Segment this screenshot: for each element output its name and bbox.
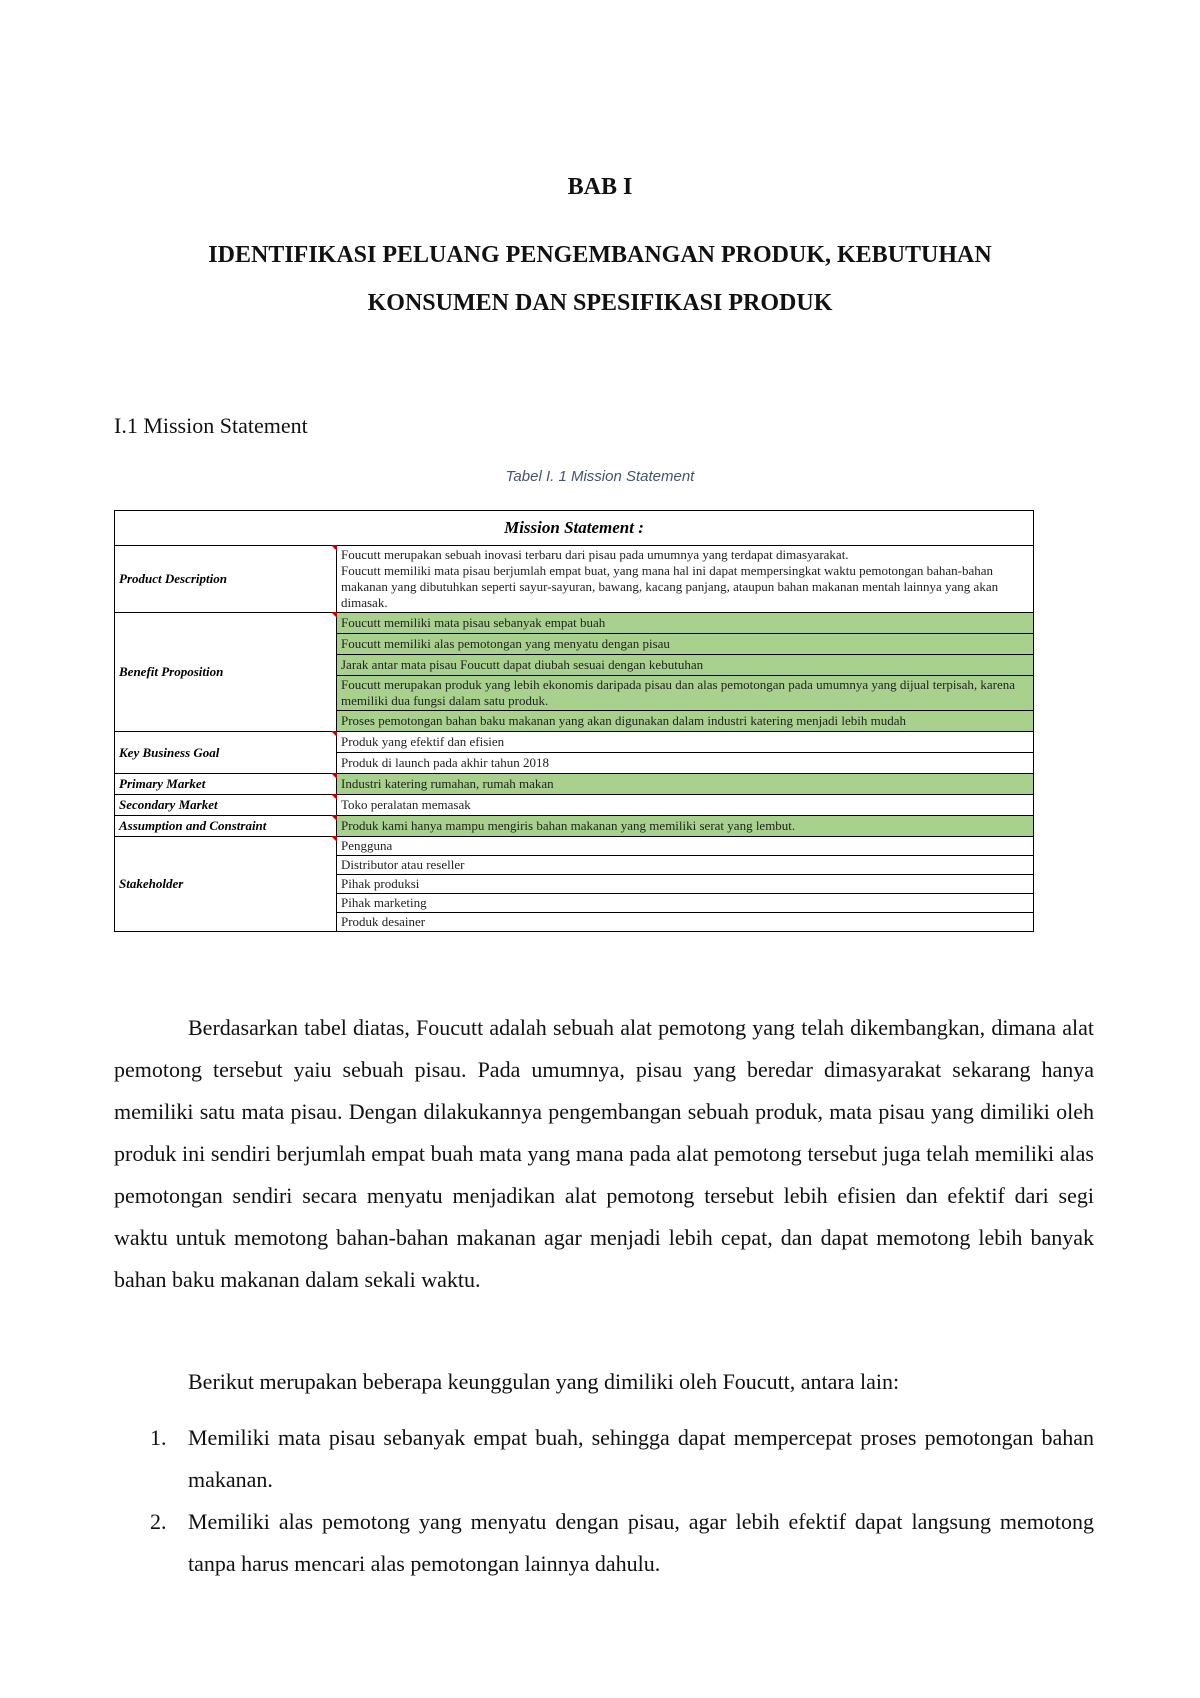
chapter-title-line-1: IDENTIFIKASI PELUANG PENGEMBANGAN PRODUK, KEBUTUHAN: [208, 242, 992, 268]
body-paragraph-1: Berdasarkan tabel diatas, Foucutt adalah sebuah alat pemotong yang telah dikembangkan, dimana alat pemotong tersebut yaiu sebuah pisau. Pada umumnya, pisau yang beredar dimasyarakat sekarang hanya memiliki satu mata pisau. Dengan dilakukannya pengembangan sebuah produk, mata pisau yang dimiliki oleh produk ini sendiri berjumlah empat buah mata yang mana pada alat pemotong tersebut juga telah memiliki alas pemotongan sendiri secara menyatu menjadikan alat pemotong tersebut lebih efisien dan efektif dari segi waktu untuk memotong bahan-bahan makanan agar menjadi lebih cepat, dan dapat memotong lebih banyak bahan baku makanan dalam sekali waktu.: [114, 1015, 1094, 1292]
table-header: Mission Statement :: [115, 511, 1034, 546]
table-header-row: [115, 511, 1034, 546]
key-business-goal-item: Produk di launch pada akhir tahun 2018: [337, 753, 1034, 774]
benefit-proposition-label: Benefit Proposition: [115, 613, 337, 732]
key-business-goal-item: Produk yang efektif dan efisien: [337, 732, 1034, 753]
chapter-title-line-2: KONSUMEN DAN SPESIFIKASI PRODUK: [367, 290, 833, 316]
product-description-line: Foucutt merupakan sebuah inovasi terbaru dari pisau pada umumnya yang terdapat dimasyarakat.: [341, 547, 849, 562]
stakeholder-item: Pengguna: [337, 837, 1034, 856]
benefit-item: Foucutt merupakan produk yang lebih ekonomis daripada pisau dan alas pemotongan pada umumnya yang dijual terpisah, karena memiliki dua fungsi dalam satu produk.: [337, 676, 1034, 711]
stakeholder-item: Pihak marketing: [337, 894, 1034, 913]
stakeholder-row: [115, 837, 1034, 856]
assumption-value: Produk kami hanya mampu mengiris bahan makanan yang memiliki serat yang lembut.: [337, 816, 1034, 837]
advantage-list-item: [114, 1417, 1094, 1501]
benefit-row: [115, 613, 1034, 634]
benefit-item: Foucutt memiliki mata pisau sebanyak empat buah: [337, 613, 1034, 634]
product-description-row: [115, 546, 1034, 613]
product-description-cell: [337, 546, 1034, 613]
list-item-text: Memiliki mata pisau sebanyak empat buah, sehingga dapat mempercepat proses pemotongan bahan makanan.: [188, 1425, 1094, 1492]
list-number: 1.: [150, 1425, 167, 1450]
stakeholder-item: Pihak produksi: [337, 875, 1034, 894]
product-description-line: Foucutt memiliki mata pisau berjumlah empat buat, yang mana hal ini dapat mempersingkat waktu pemotongan bahan-bahan makanan yang dibutuhkan seperti sayur-sayuran, bawang, kacang panjang, ataupun bahan makanan mentah lainnya yang akan dimasak.: [341, 563, 999, 610]
mission-statement-table: [114, 510, 1034, 932]
product-description-label: Product Description: [115, 546, 337, 613]
stakeholder-item: Distributor atau reseller: [337, 856, 1034, 875]
stakeholder-label: Stakeholder: [115, 837, 337, 932]
benefit-item: Proses pemotongan bahan baku makanan yang akan digunakan dalam industri katering menjadi lebih mudah: [337, 711, 1034, 732]
section-heading: I.1 Mission Statement: [114, 413, 308, 438]
benefit-item: Jarak antar mata pisau Foucutt dapat diubah sesuai dengan kebutuhan: [337, 655, 1034, 676]
key-business-goal-label: Key Business Goal: [115, 732, 337, 774]
assumption-label: Assumption and Constraint: [115, 816, 337, 837]
chapter-number: BAB I: [567, 174, 633, 200]
list-number: 2.: [150, 1509, 167, 1534]
primary-market-label: Primary Market: [115, 774, 337, 795]
key-business-goal-row: [115, 732, 1034, 753]
secondary-market-label: Secondary Market: [115, 795, 337, 816]
advantage-list-item: [114, 1501, 1094, 1585]
benefit-item: Foucutt memiliki alas pemotongan yang menyatu dengan pisau: [337, 634, 1034, 655]
secondary-market-value: Toko peralatan memasak: [337, 795, 1034, 816]
assumption-row: [115, 816, 1034, 837]
primary-market-value: Industri katering rumahan, rumah makan: [337, 774, 1034, 795]
primary-market-row: [115, 774, 1034, 795]
stakeholder-item: Produk desainer: [337, 913, 1034, 932]
body-paragraph-2: Berikut merupakan beberapa keunggulan yang dimiliki oleh Foucutt, antara lain:: [188, 1369, 900, 1394]
list-item-text: Memiliki alas pemotong yang menyatu dengan pisau, agar lebih efektif dapat langsung memotong tanpa harus mencari alas pemotongan lainnya dahulu.: [188, 1509, 1094, 1576]
secondary-market-row: [115, 795, 1034, 816]
table-caption: Tabel I. 1 Mission Statement: [505, 468, 695, 485]
